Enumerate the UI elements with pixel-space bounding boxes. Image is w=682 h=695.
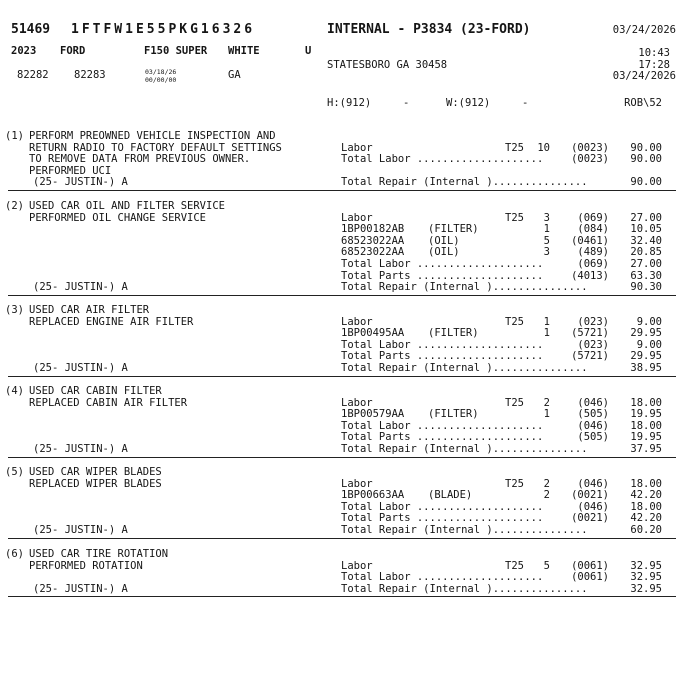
labor-op-code: T25 — [505, 141, 524, 154]
amount: 90.30 — [630, 281, 662, 294]
job-description-line: REPLACED ENGINE AIR FILTER — [29, 315, 194, 328]
amount: 32.95 — [630, 559, 662, 572]
amount: 18.00 — [630, 396, 662, 409]
labor-op-code: T25 — [505, 211, 524, 224]
line-label: Total Labor .................... — [341, 258, 544, 270]
job-divider — [8, 190, 676, 191]
cost-code: (046) — [577, 500, 609, 513]
document-title: INTERNAL - P3834 (23-FORD) — [327, 22, 531, 37]
cost-code: (4013) — [571, 269, 609, 282]
quantity: 2 — [543, 477, 550, 490]
amount: 32.40 — [630, 234, 662, 247]
part-type: (OIL) — [428, 234, 460, 247]
part-number: 68523022AA — [341, 234, 405, 247]
line-label: Total Labor .................... — [341, 153, 544, 166]
line-label: Total Repair (Internal )............... — [341, 443, 588, 455]
part-number: 1BP00182AB — [341, 223, 405, 236]
part-number: 1BP00579AA — [341, 408, 405, 421]
vin: 1FTFW1E55PKG16326 — [71, 22, 256, 37]
part-type: (FILTER) — [428, 327, 479, 340]
amount: 18.00 — [630, 477, 662, 490]
job-description-line: USED CAR OIL AND FILTER SERVICE — [29, 200, 225, 212]
job-description-line: USED CAR TIRE ROTATION — [29, 548, 169, 560]
quantity: 2 — [543, 396, 550, 409]
amount: 38.95 — [630, 362, 662, 374]
job-number: (4) — [5, 385, 24, 397]
line-label: Total Parts .................... — [341, 350, 544, 363]
job-number: (1) — [5, 130, 24, 142]
cost-code: (0461) — [571, 234, 609, 247]
part-number: 68523022AA — [341, 246, 405, 259]
cost-code: (0021) — [571, 489, 609, 502]
job-divider — [8, 457, 676, 458]
line-label: Total Parts .................... — [341, 512, 544, 525]
job-number: (5) — [5, 466, 24, 478]
part-type: (OIL) — [428, 246, 460, 259]
amount: 29.95 — [630, 327, 662, 340]
number-1: 82282 — [17, 69, 49, 81]
amount: 9.00 — [636, 338, 662, 351]
line-label: Total Repair (Internal )............... — [341, 524, 588, 536]
line-label: Total Labor .................... — [341, 419, 544, 432]
amount: 18.00 — [630, 419, 662, 432]
amount: 9.00 — [636, 315, 662, 328]
amount: 32.95 — [630, 582, 662, 595]
job-divider — [8, 295, 676, 296]
quantity: 1 — [543, 315, 550, 328]
part-type: (FILTER) — [428, 223, 479, 236]
technician: (25- JUSTIN-) A — [33, 524, 128, 536]
job-number: (6) — [5, 548, 24, 560]
state: GA — [228, 69, 241, 81]
line-label: Total Repair (Internal )............... — [341, 582, 588, 595]
amount: 10.05 — [630, 223, 662, 236]
amount: 18.00 — [630, 500, 662, 513]
job-description-line: USED CAR AIR FILTER — [29, 304, 150, 316]
part-type: (BLADE) — [428, 489, 473, 502]
cost-code: (505) — [577, 431, 609, 444]
date-2: 03/24/2026 — [612, 70, 676, 82]
vehicle-year: 2023 — [11, 45, 37, 57]
quantity: 10 — [537, 141, 550, 154]
job-description-line: PERFORMED ROTATION — [29, 559, 143, 572]
job-divider — [8, 376, 676, 377]
job-description-line: PERFORM PREOWNED VEHICLE INSPECTION AND — [29, 130, 276, 142]
job-description-line: USED CAR CABIN FILTER — [29, 385, 162, 397]
home-phone: H:(912) — [327, 97, 372, 109]
cost-code: (069) — [577, 211, 609, 224]
job-number: (3) — [5, 304, 24, 316]
quantity: 1 — [543, 327, 550, 340]
technician: (25- JUSTIN-) A — [33, 443, 128, 455]
amount: 32.95 — [630, 571, 662, 584]
line-label: Labor — [341, 211, 373, 224]
cost-code: (0023) — [571, 153, 609, 166]
cost-code: (046) — [577, 396, 609, 409]
line-label: Total Labor .................... — [341, 500, 544, 513]
amount: 63.30 — [630, 269, 662, 282]
ro-number: 51469 — [11, 22, 51, 37]
line-label: Total Repair (Internal )............... — [341, 281, 588, 294]
line-label: Total Labor .................... — [341, 338, 544, 351]
labor-op-code: T25 — [505, 559, 524, 572]
technician: (25- JUSTIN-) A — [33, 362, 128, 374]
work-phone-dash: - — [522, 97, 529, 109]
cost-code: (5721) — [571, 350, 609, 363]
job-description-line: PERFORMED OIL CHANGE SERVICE — [29, 211, 207, 224]
quantity: 2 — [543, 489, 550, 502]
vehicle-make: FORD — [60, 45, 86, 57]
quantity: 5 — [543, 234, 550, 247]
amount: 90.00 — [630, 153, 662, 166]
amount: 42.20 — [630, 512, 662, 525]
line-label: Total Parts .................... — [341, 431, 544, 444]
cost-code: (023) — [577, 315, 609, 328]
line-label: Labor — [341, 477, 373, 490]
job-description-line: REPLACED CABIN AIR FILTER — [29, 396, 188, 409]
small-date-2: 00/00/00 — [145, 76, 177, 84]
time-1: 10:43 — [638, 47, 670, 59]
job-description-line: PERFORMED UCI — [29, 164, 112, 177]
line-label: Labor — [341, 559, 373, 572]
amount: 19.95 — [630, 431, 662, 444]
job-divider — [8, 596, 676, 597]
job-description-line: RETURN RADIO TO FACTORY DEFAULT SETTINGS — [29, 141, 282, 154]
quantity: 3 — [543, 211, 550, 224]
job-description-line: REPLACED WIPER BLADES — [29, 477, 162, 490]
line-label: Labor — [341, 396, 373, 409]
quantity: 1 — [543, 223, 550, 236]
cost-code: (046) — [577, 419, 609, 432]
cost-code: (046) — [577, 477, 609, 490]
vehicle-color: WHITE — [228, 45, 260, 57]
amount: 19.95 — [630, 408, 662, 421]
cost-code: (505) — [577, 408, 609, 421]
part-number: 1BP00663AA — [341, 489, 405, 502]
advisor: ROB\52 — [624, 97, 662, 109]
labor-op-code: T25 — [505, 396, 524, 409]
part-type: (FILTER) — [428, 408, 479, 421]
amount: 27.00 — [630, 258, 662, 270]
technician: (25- JUSTIN-) A — [33, 582, 128, 595]
cost-code: (489) — [577, 246, 609, 259]
amount: 90.00 — [630, 176, 662, 189]
amount: 90.00 — [630, 141, 662, 154]
home-phone-dash: - — [403, 97, 410, 109]
line-label: Total Repair (Internal )............... — [341, 176, 588, 189]
work-phone: W:(912) — [446, 97, 491, 109]
amount: 29.95 — [630, 350, 662, 363]
number-2: 82283 — [74, 69, 106, 81]
line-label: Total Repair (Internal )............... — [341, 362, 588, 374]
job-description-line: USED CAR WIPER BLADES — [29, 466, 162, 478]
job-number: (2) — [5, 200, 24, 212]
amount: 37.95 — [630, 443, 662, 455]
cost-code: (0021) — [571, 512, 609, 525]
amount: 42.20 — [630, 489, 662, 502]
line-label: Labor — [341, 315, 373, 328]
amount: 27.00 — [630, 211, 662, 224]
technician: (25- JUSTIN-) A — [33, 176, 128, 189]
quantity: 3 — [543, 246, 550, 259]
line-label: Total Parts .................... — [341, 269, 544, 282]
labor-op-code: T25 — [505, 315, 524, 328]
quantity: 1 — [543, 408, 550, 421]
cost-code: (0023) — [571, 141, 609, 154]
line-label: Labor — [341, 141, 373, 154]
cost-code: (084) — [577, 223, 609, 236]
cost-code: (023) — [577, 338, 609, 351]
time-2: 17:28 — [638, 59, 670, 71]
quantity: 5 — [543, 559, 550, 572]
technician: (25- JUSTIN-) A — [33, 281, 128, 294]
line-label: Total Labor .................... — [341, 571, 544, 584]
cost-code: (0061) — [571, 571, 609, 584]
vehicle-model: F150 SUPER — [144, 45, 208, 57]
amount: 20.85 — [630, 246, 662, 259]
cost-code: (5721) — [571, 327, 609, 340]
amount: 60.20 — [630, 524, 662, 536]
date-top: 03/24/2026 — [612, 24, 676, 36]
job-divider — [8, 538, 676, 539]
cost-code: (069) — [577, 258, 609, 270]
vehicle-code: U — [305, 45, 312, 57]
part-number: 1BP00495AA — [341, 327, 405, 340]
job-description-line: TO REMOVE DATA FROM PREVIOUS OWNER. — [29, 153, 251, 166]
labor-op-code: T25 — [505, 477, 524, 490]
cost-code: (0061) — [571, 559, 609, 572]
small-date-1: 03/18/26 — [145, 68, 177, 76]
customer-city: STATESBORO GA 30458 — [327, 59, 448, 71]
